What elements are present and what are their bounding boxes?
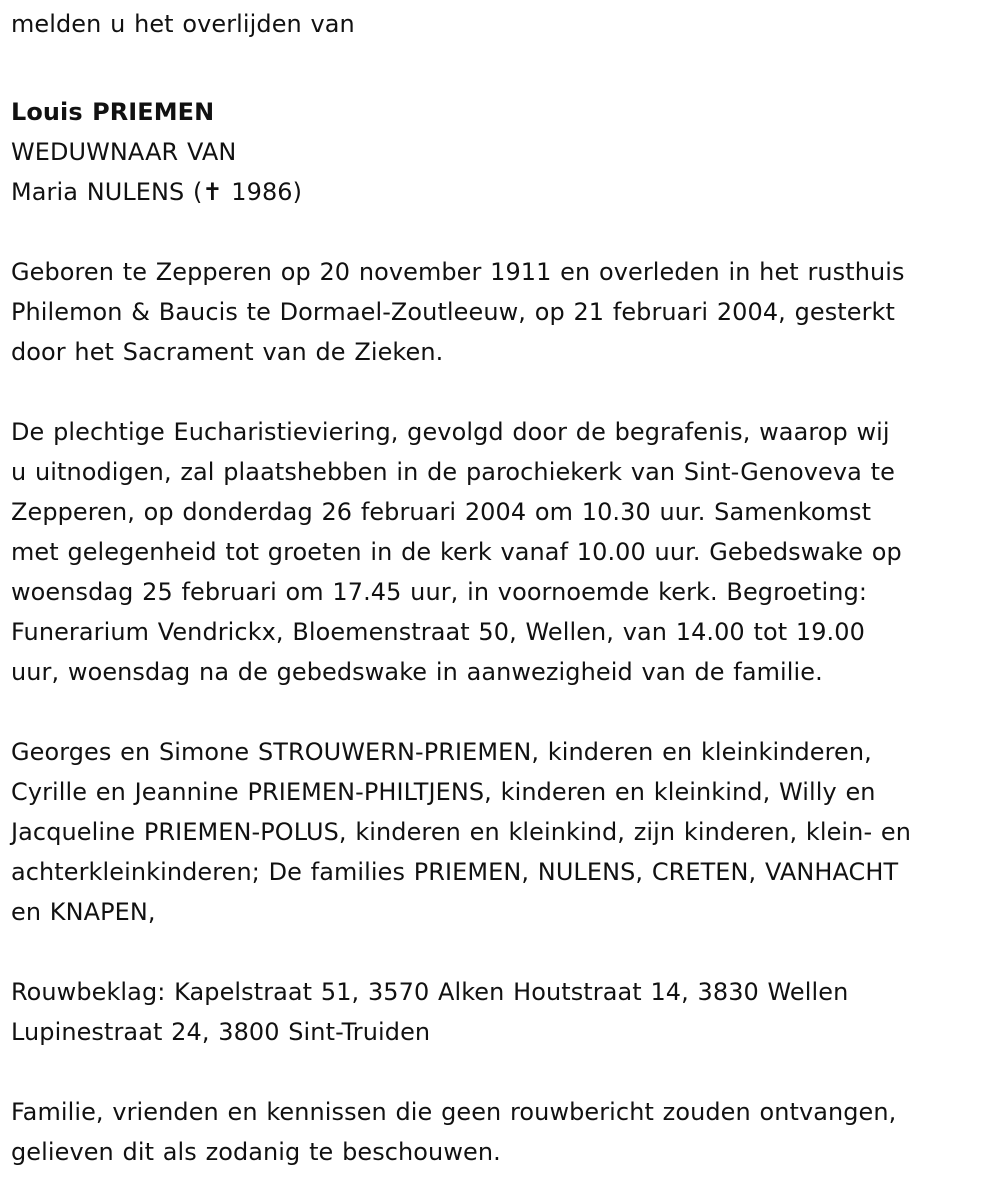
text-line: uur, woensdag na de gebedswake in aanwezigheid van de familie. (11, 658, 823, 686)
spouse-name: Maria NULENS (✝ 1986) (11, 178, 303, 206)
obituary-notice (11, 0, 991, 1172)
text-line: Familie, vrienden en kennissen die geen rouwbericht zouden ontvangen, (11, 1098, 897, 1126)
paragraph-ceremony (11, 412, 991, 692)
text-line: Zepperen, op donderdag 26 februari 2004 om 10.30 uur. Samenkomst (11, 498, 872, 526)
spacer (11, 44, 991, 84)
text-line: Geboren te Zepperen op 20 november 1911 en overleden in het rusthuis (11, 258, 905, 286)
text-line: Philemon & Baucis te Dormael-Zoutleeuw, op 21 februari 2004, gesterkt (11, 298, 895, 326)
paragraph-birth-death (11, 252, 991, 372)
spacer (11, 372, 991, 412)
text-line: Rouwbeklag: Kapelstraat 51, 3570 Alken Houtstraat 14, 3830 Wellen (11, 978, 849, 1006)
text-line: Cyrille en Jeannine PRIEMEN-PHILTJENS, kinderen en kleinkind, Willy en (11, 778, 876, 806)
paragraph-family (11, 732, 991, 932)
spacer (11, 932, 991, 972)
text-line: Lupinestraat 24, 3800 Sint-Truiden (11, 1018, 431, 1046)
spacer (11, 212, 991, 252)
text-line: Georges en Simone STROUWERN-PRIEMEN, kinderen en kleinkinderen, (11, 738, 872, 766)
intro-text: melden u het overlijden van (11, 10, 355, 38)
text-line: achterkleinkinderen; De families PRIEMEN, NULENS, CRETEN, VANHACHT (11, 858, 899, 886)
text-line: en KNAPEN, (11, 898, 156, 926)
spacer (11, 1052, 991, 1092)
deceased-name: Louis PRIEMEN (11, 98, 215, 126)
spacer (11, 692, 991, 732)
text-line: Jacqueline PRIEMEN-POLUS, kinderen en kleinkind, zijn kinderen, klein- en (11, 818, 912, 846)
paragraph-condolence-addresses (11, 972, 991, 1052)
text-line: woensdag 25 februari om 17.45 uur, in voornoemde kerk. Begroeting: (11, 578, 868, 606)
text-line: u uitnodigen, zal plaatshebben in de parochiekerk van Sint-Genoveva te (11, 458, 895, 486)
text-line: gelieven dit als zodanig te beschouwen. (11, 1138, 501, 1166)
text-line: De plechtige Eucharistieviering, gevolgd door de begrafenis, waarop wij (11, 418, 890, 446)
marital-status: WEDUWNAAR VAN (11, 138, 237, 166)
text-line: met gelegenheid tot groeten in de kerk vanaf 10.00 uur. Gebedswake op (11, 538, 902, 566)
text-line: Funerarium Vendrickx, Bloemenstraat 50, Wellen, van 14.00 tot 19.00 (11, 618, 865, 646)
text-line: door het Sacrament van de Zieken. (11, 338, 444, 366)
paragraph-closing (11, 1092, 991, 1172)
